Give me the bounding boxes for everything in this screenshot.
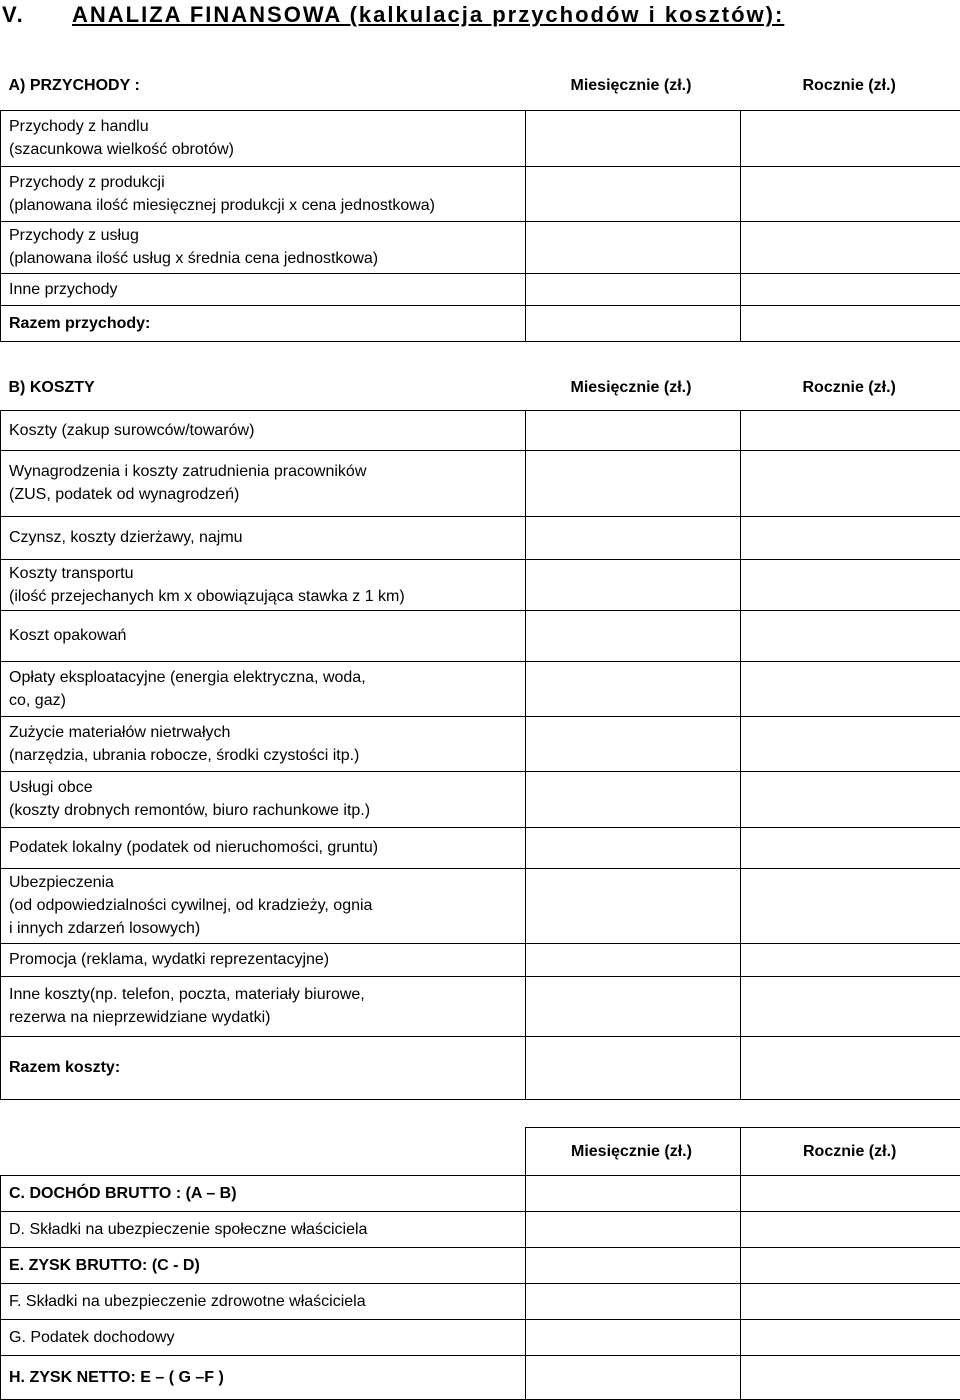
table-row (1, 273, 960, 305)
table-row (1, 610, 960, 661)
table-row (1, 410, 960, 450)
row-label: Przychody z usług (planowana ilość usług x średnia cena jednostkowa) (1, 221, 526, 273)
revenues-heading: A) PRZYCHODY : (1, 61, 526, 110)
monthly-column-header: Miesięcznie (zł.) (526, 366, 741, 410)
table-row (1, 868, 960, 943)
yearly-value-cell[interactable] (741, 868, 960, 943)
table-row (1, 166, 960, 221)
row-label: Promocja (reklama, wydatki reprezentacyjne) (1, 943, 526, 976)
row-label: Zużycie materiałów nietrwałych (narzędzia, ubrania robocze, środki czystości itp.) (1, 716, 526, 771)
row-label: Usługi obce (koszty drobnych remontów, biuro rachunkowe itp.) (1, 771, 526, 827)
yearly-value-cell[interactable] (741, 559, 960, 610)
table-row (1, 1176, 960, 1212)
monthly-value-cell[interactable] (526, 868, 741, 943)
monthly-column-header: Miesięcznie (zł.) (526, 61, 741, 110)
monthly-value-cell[interactable] (526, 1356, 741, 1400)
yearly-value-cell[interactable] (741, 943, 960, 976)
table-row (1, 827, 960, 868)
yearly-value-cell[interactable] (741, 610, 960, 661)
table-row-total (1, 1036, 960, 1099)
section-number: V. (2, 2, 25, 27)
yearly-value-cell[interactable] (741, 410, 960, 450)
monthly-value-cell[interactable] (526, 450, 741, 516)
revenues-header-row (1, 61, 960, 110)
costs-total-label: Razem koszty: (1, 1036, 526, 1099)
revenues-table (0, 61, 960, 342)
yearly-value-cell[interactable] (741, 273, 960, 305)
table-row (1, 771, 960, 827)
yearly-value-cell[interactable] (741, 516, 960, 559)
monthly-value-cell[interactable] (526, 976, 741, 1036)
yearly-value-cell[interactable] (741, 827, 960, 868)
monthly-value-cell[interactable] (526, 827, 741, 868)
monthly-value-cell[interactable] (526, 110, 741, 166)
monthly-value-cell[interactable] (526, 559, 741, 610)
monthly-value-cell[interactable] (526, 1320, 741, 1356)
gross-profit-label: E. ZYSK BRUTTO: (C - D) (1, 1248, 526, 1284)
row-label: Inne przychody (1, 273, 526, 305)
social-insurance-label: D. Składki na ubezpieczenie społeczne właściciela (1, 1212, 526, 1248)
summary-header-row (1, 1128, 960, 1176)
table-row (1, 559, 960, 610)
row-label: Czynsz, koszty dzierżawy, najmu (1, 516, 526, 559)
table-row (1, 1212, 960, 1248)
yearly-value-cell[interactable] (741, 1176, 960, 1212)
row-label: Inne koszty(np. telefon, poczta, materiały biurowe, rezerwa na nieprzewidziane wydatki) (1, 976, 526, 1036)
row-label: Przychody z produkcji (planowana ilość miesięcznej produkcji x cena jednostkowa) (1, 166, 526, 221)
yearly-value-cell[interactable] (741, 716, 960, 771)
costs-table (0, 366, 960, 1100)
monthly-value-cell[interactable] (526, 273, 741, 305)
monthly-total-cell[interactable] (526, 305, 741, 341)
monthly-value-cell[interactable] (526, 516, 741, 559)
table-row (1, 1320, 960, 1356)
costs-header-row (1, 366, 960, 410)
yearly-value-cell[interactable] (741, 221, 960, 273)
table-row (1, 716, 960, 771)
yearly-value-cell[interactable] (741, 771, 960, 827)
monthly-value-cell[interactable] (526, 943, 741, 976)
health-insurance-label: F. Składki na ubezpieczenie zdrowotne właściciela (1, 1284, 526, 1320)
row-label: Koszt opakowań (1, 610, 526, 661)
monthly-value-cell[interactable] (526, 410, 741, 450)
monthly-value-cell[interactable] (526, 1284, 741, 1320)
row-label: Opłaty eksploatacyjne (energia elektryczna, woda, co, gaz) (1, 661, 526, 716)
yearly-value-cell[interactable] (741, 110, 960, 166)
yearly-value-cell[interactable] (741, 1248, 960, 1284)
yearly-value-cell[interactable] (741, 1320, 960, 1356)
monthly-value-cell[interactable] (526, 771, 741, 827)
monthly-value-cell[interactable] (526, 661, 741, 716)
gross-income-label: C. DOCHÓD BRUTTO : (A – B) (1, 1176, 526, 1212)
monthly-value-cell[interactable] (526, 1176, 741, 1212)
table-row (1, 1284, 960, 1320)
table-row-total (1, 305, 960, 341)
summary-header-blank (1, 1128, 526, 1176)
costs-heading: B) KOSZTY (1, 366, 526, 410)
monthly-value-cell[interactable] (526, 1212, 741, 1248)
revenues-total-label: Razem przychody: (1, 305, 526, 341)
yearly-column-header: Rocznie (zł.) (741, 366, 960, 410)
monthly-value-cell[interactable] (526, 610, 741, 661)
section-heading (0, 0, 960, 36)
yearly-total-cell[interactable] (741, 305, 960, 341)
yearly-value-cell[interactable] (741, 1284, 960, 1320)
table-row (1, 221, 960, 273)
yearly-value-cell[interactable] (741, 1356, 960, 1400)
monthly-total-cell[interactable] (526, 1036, 741, 1099)
yearly-value-cell[interactable] (741, 1212, 960, 1248)
table-row (1, 661, 960, 716)
yearly-value-cell[interactable] (741, 450, 960, 516)
row-label: Koszty transportu (ilość przejechanych km x obowiązująca stawka z 1 km) (1, 559, 526, 610)
section-title: ANALIZA FINANSOWA (kalkulacja przychodów i kosztów): (72, 2, 785, 27)
table-row (1, 110, 960, 166)
table-row (1, 450, 960, 516)
monthly-value-cell[interactable] (526, 221, 741, 273)
table-row (1, 943, 960, 976)
yearly-value-cell[interactable] (741, 166, 960, 221)
row-label: Koszty (zakup surowców/towarów) (1, 410, 526, 450)
row-label: Ubezpieczenia (od odpowiedzialności cywilnej, od kradzieży, ognia i innych zdarzeń losowych) (1, 868, 526, 943)
net-profit-label: H. ZYSK NETTO: E – ( G –F ) (1, 1356, 526, 1400)
yearly-value-cell[interactable] (741, 976, 960, 1036)
yearly-total-cell[interactable] (741, 1036, 960, 1099)
yearly-value-cell[interactable] (741, 661, 960, 716)
yearly-column-header: Rocznie (zł.) (741, 1128, 960, 1176)
table-row (1, 516, 960, 559)
row-label: Podatek lokalny (podatek od nieruchomości, gruntu) (1, 827, 526, 868)
monthly-value-cell[interactable] (526, 716, 741, 771)
monthly-value-cell[interactable] (526, 1248, 741, 1284)
monthly-column-header: Miesięcznie (zł.) (526, 1128, 741, 1176)
row-label: Przychody z handlu (szacunkowa wielkość obrotów) (1, 110, 526, 166)
monthly-value-cell[interactable] (526, 166, 741, 221)
yearly-column-header: Rocznie (zł.) (741, 61, 960, 110)
summary-table (0, 1127, 960, 1400)
table-row (1, 1248, 960, 1284)
income-tax-label: G. Podatek dochodowy (1, 1320, 526, 1356)
table-row (1, 976, 960, 1036)
row-label: Wynagrodzenia i koszty zatrudnienia pracowników (ZUS, podatek od wynagrodzeń) (1, 450, 526, 516)
table-row-total (1, 1356, 960, 1400)
